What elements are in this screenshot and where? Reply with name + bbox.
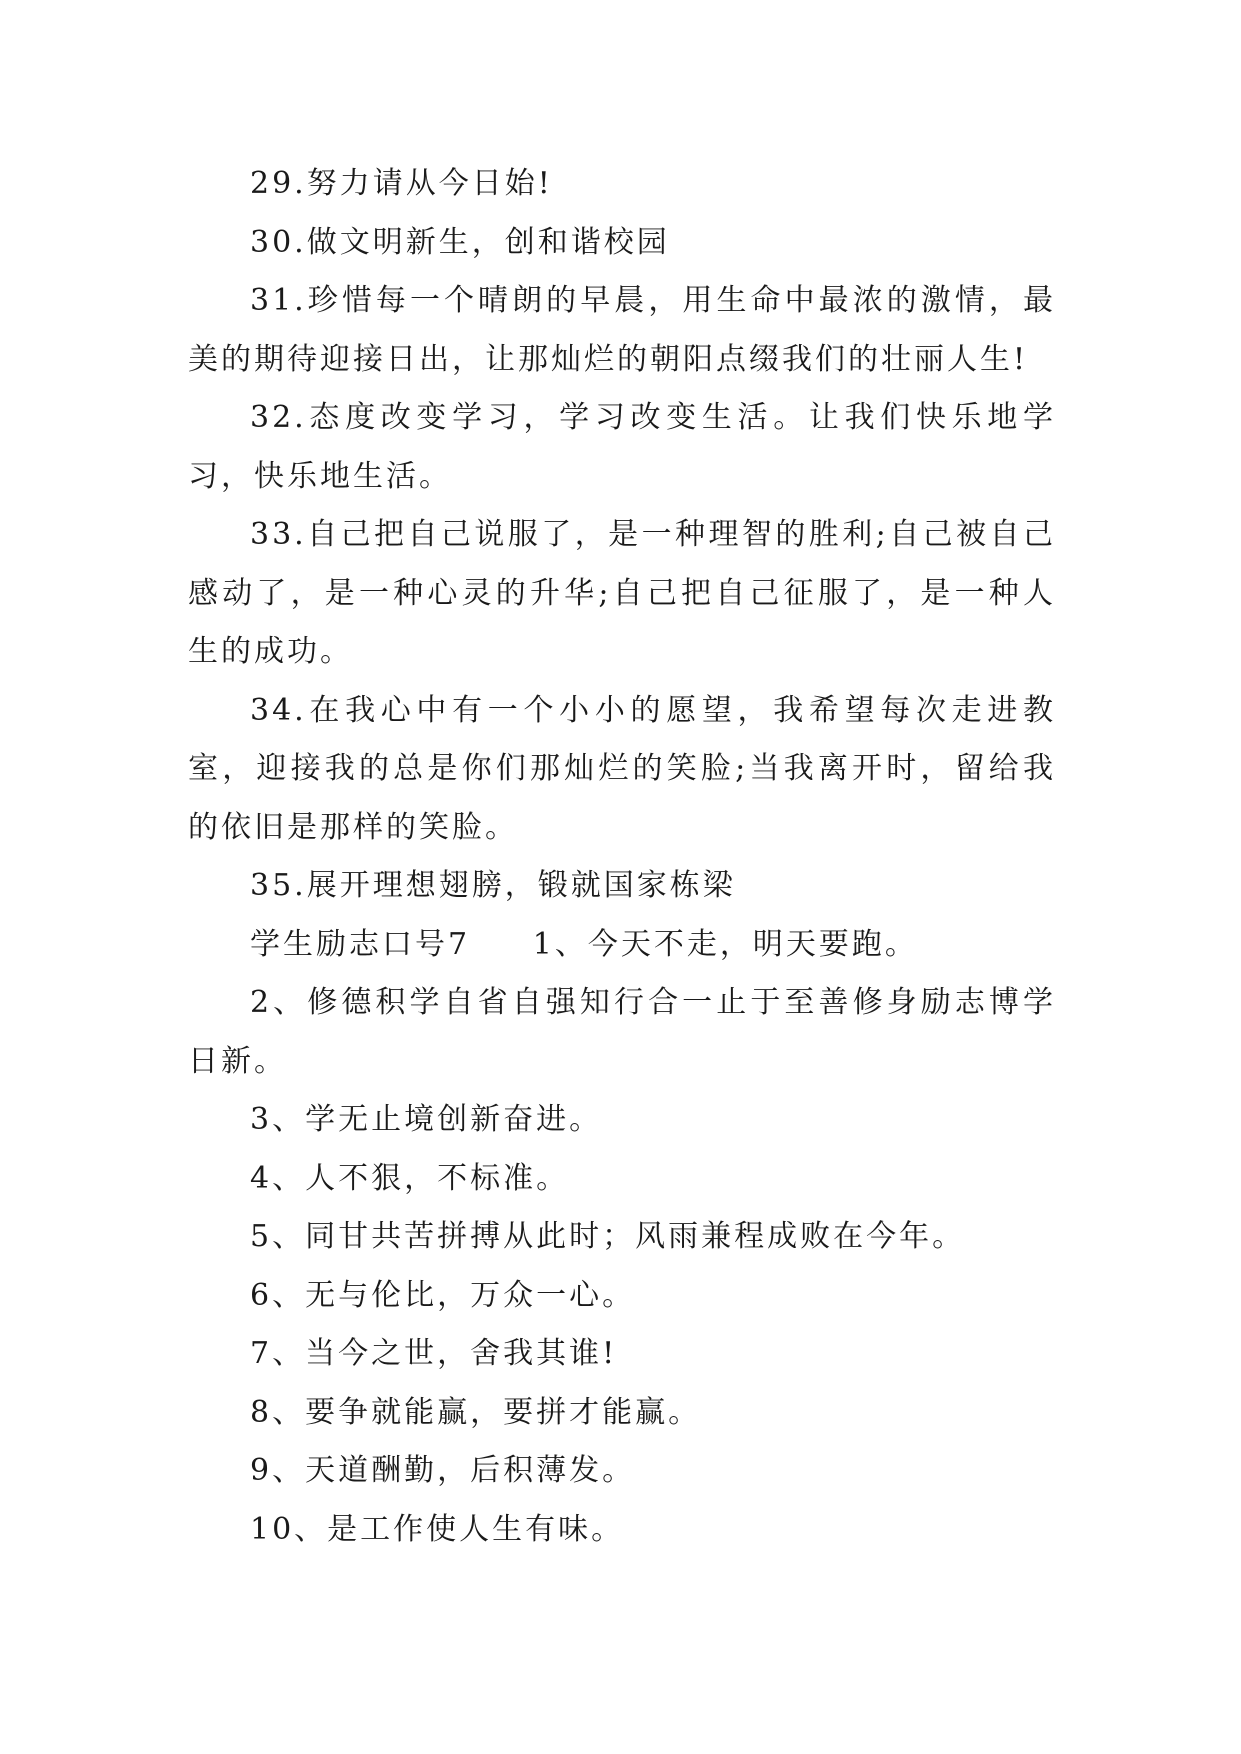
list-item-8: 8、要争就能赢，要拼才能赢。: [250, 1394, 702, 1430]
paragraph-32: 32.态度改变学习，学习改变生活。让我们快乐地学习，快乐地生活。: [188, 400, 1056, 494]
list-item-6: 6、无与伦比，万众一心。: [250, 1277, 636, 1313]
document-body: [188, 155, 1056, 1559]
paragraph-33: 33.自己把自己说服了，是一种理智的胜利;自己被自己感动了，是一种心灵的升华;自己把自己征服了，是一种人生的成功。: [188, 517, 1056, 669]
paragraph-29: 29.努力请从今日始!: [250, 166, 553, 201]
list-item-7: 7、当今之世，舍我其谁!: [250, 1336, 618, 1371]
section-heading-slogans-7: 学生励志口号7 1、今天不走，明天要跑。: [250, 926, 918, 962]
list-item-3: 3、学无止境创新奋进。: [250, 1102, 603, 1137]
paragraph-31: 31.珍惜每一个晴朗的早晨，用生命中最浓的激情，最美的期待迎接日出，让那灿烂的朝阳点缀我们的壮丽人生!: [188, 283, 1056, 377]
list-item-5: 5、同甘共苦拼搏从此时；风雨兼程成败在今年。: [250, 1219, 966, 1254]
list-item-9: 9、天道酬勤，后积薄发。: [250, 1453, 636, 1488]
list-item-4: 4、人不狠，不标准。: [250, 1160, 570, 1196]
list-item-2: 2、修德积学自省自强知行合一止于至善修身励志博学日新。: [188, 985, 1056, 1079]
paragraph-34: 34.在我心中有一个小小的愿望，我希望每次走进教室，迎接我的总是你们那灿烂的笑脸;当我离开时，留给我的依旧是那样的笑脸。: [188, 692, 1056, 845]
paragraph-35: 35.展开理想翅膀，锻就国家栋梁: [250, 868, 736, 903]
list-item-10: 10、是工作使人生有味。: [250, 1511, 625, 1547]
paragraph-30: 30.做文明新生，创和谐校园: [250, 224, 670, 260]
